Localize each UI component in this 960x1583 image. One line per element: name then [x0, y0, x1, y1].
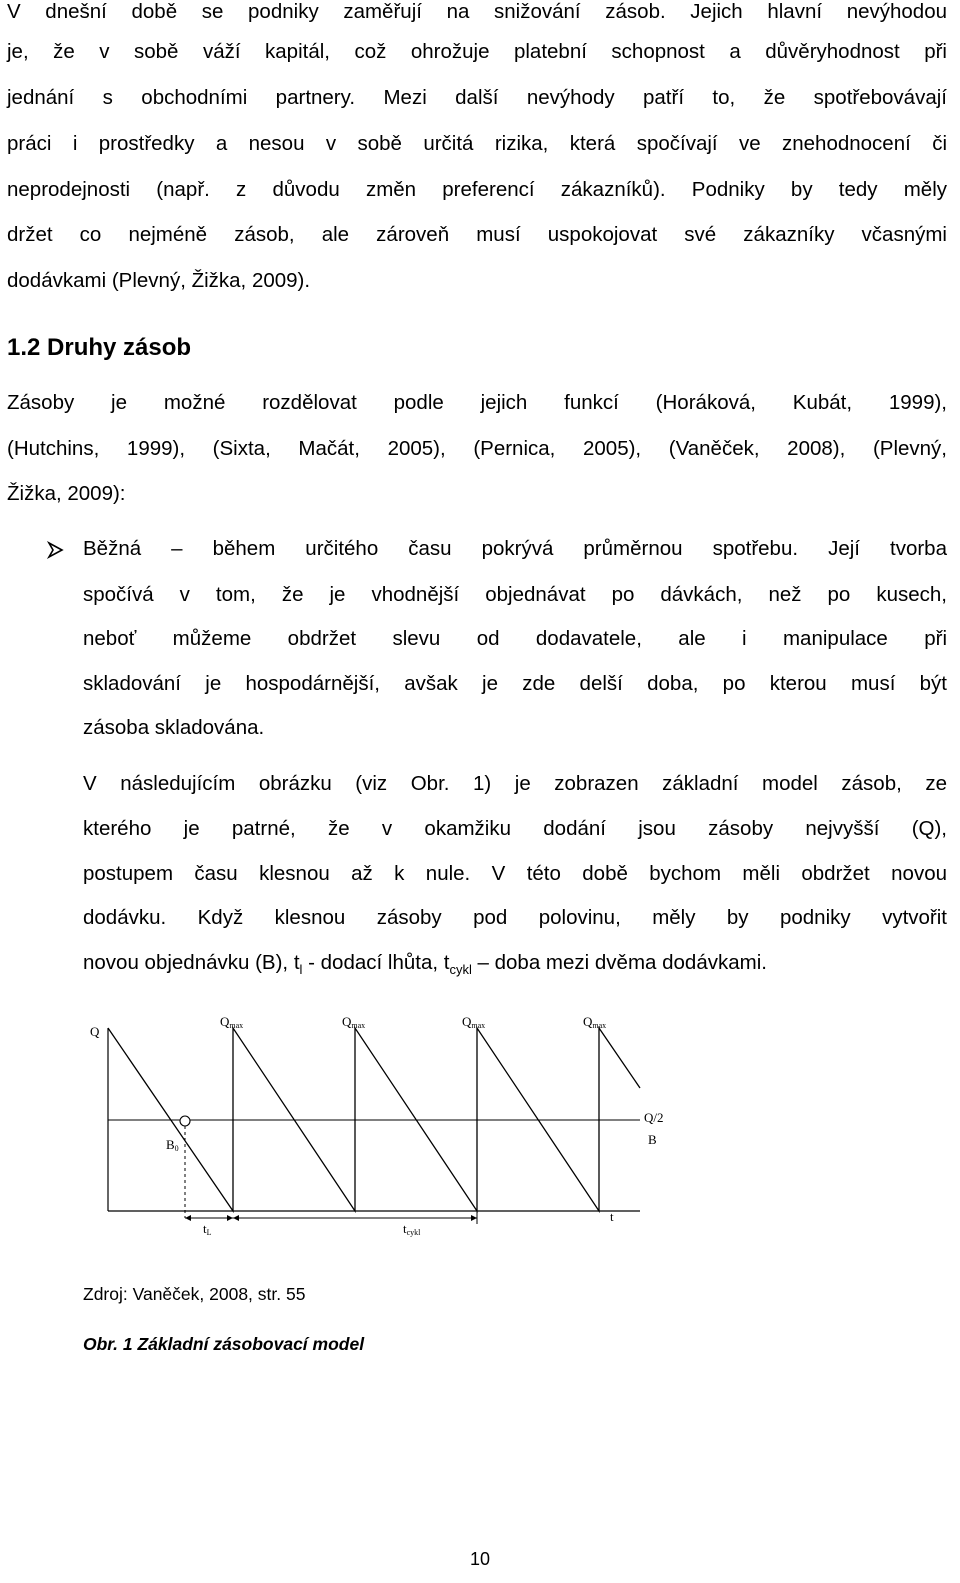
qmax-label: Qmax: [342, 1014, 366, 1030]
text-line: Žižka, 2009):: [7, 482, 126, 505]
figure-source: Zdroj: Vaněček, 2008, str. 55: [83, 1284, 306, 1304]
text-line: kterého je patrné, že v okamžiku dodání jsou zásoby nejvyšší (Q),: [83, 817, 947, 840]
text-line: V následujícím obrázku (viz Obr. 1) je zobrazen základní model zásob, ze: [83, 772, 947, 795]
text-line: Běžná – během určitého času pokrývá průměrnou spotřebu. Její tvorba: [83, 537, 947, 560]
text-line: Zásoby je možné rozdělovat podle jejich funkcí (Horáková, Kubát, 1999),: [7, 391, 947, 414]
q-half-label: Q/2: [644, 1110, 664, 1125]
figure-caption: Obr. 1 Základní zásobovací model: [83, 1334, 365, 1354]
page-number: 10: [469, 1549, 491, 1569]
text-line: je, že v sobě váží kapitál, což ohrožuje platební schopnost a důvěryhodnost při: [7, 40, 947, 63]
qmax-label: Qmax: [583, 1014, 607, 1030]
text-line: V dnešní době se podniky zaměřují na snižování zásob. Jejich hlavní nevýhodou: [7, 0, 947, 23]
text-line: neprodejnosti (např. z důvodu změn preferencí zákazníků). Podniky by tedy měly: [7, 178, 947, 201]
qmax-label: Qmax: [462, 1014, 486, 1030]
text-line: jednání s obchodními partnery. Mezi další nevýhody patří to, že spotřebovávají: [7, 86, 947, 109]
text-line: spočívá v tom, že je vhodnější objednávat po dávkách, než po kusech,: [83, 583, 947, 606]
b-label: B: [648, 1132, 657, 1147]
text-line: dodávkami (Plevný, Žižka, 2009).: [7, 269, 311, 292]
arrow-bullet-icon: [46, 540, 66, 560]
qmax-label: Qmax: [220, 1014, 244, 1030]
text-line: práci i prostředky a nesou v sobě určitá rizika, která spočívají ve znehodnocení či: [7, 132, 947, 155]
reorder-point-marker: [180, 1116, 190, 1126]
lead-time-label: tL: [203, 1221, 212, 1237]
q-axis-label: Q: [90, 1024, 100, 1039]
text-line: zásoba skladována.: [83, 716, 265, 739]
text-line: novou objednávku (B), $t_l$ - dodací lhůta, $t_{cykl}$ – doba mezi dvěma dodávkami.: [83, 951, 767, 978]
text-line: neboť můžeme obdržet slevu od dodavatele, ale i manipulace při: [83, 627, 947, 650]
text-line: skladování je hospodárnější, avšak je zde delší doba, po kterou musí být: [83, 672, 947, 695]
b0-label: B0: [166, 1137, 179, 1153]
text-line: dodávku. Když klesnou zásoby pod polovinu, měly by podniky vytvořit: [83, 906, 947, 929]
text-line: postupem času klesnou až k nule. V této době bychom měli obdržet novou: [83, 862, 947, 885]
text-line: (Hutchins, 1999), (Sixta, Mačát, 2005), (Pernica, 2005), (Vaněček, 2008), (Plevný,: [7, 437, 947, 460]
inventory-model-figure: [85, 1008, 685, 1248]
text-line: držet co nejméně zásob, ale zároveň musí uspokojovat své zákazníky včasnými: [7, 223, 947, 246]
section-heading: 1.2 Druhy zásob: [7, 334, 192, 361]
cycle-time-label: tcykl: [403, 1221, 421, 1237]
t-axis-label: t: [610, 1209, 614, 1224]
